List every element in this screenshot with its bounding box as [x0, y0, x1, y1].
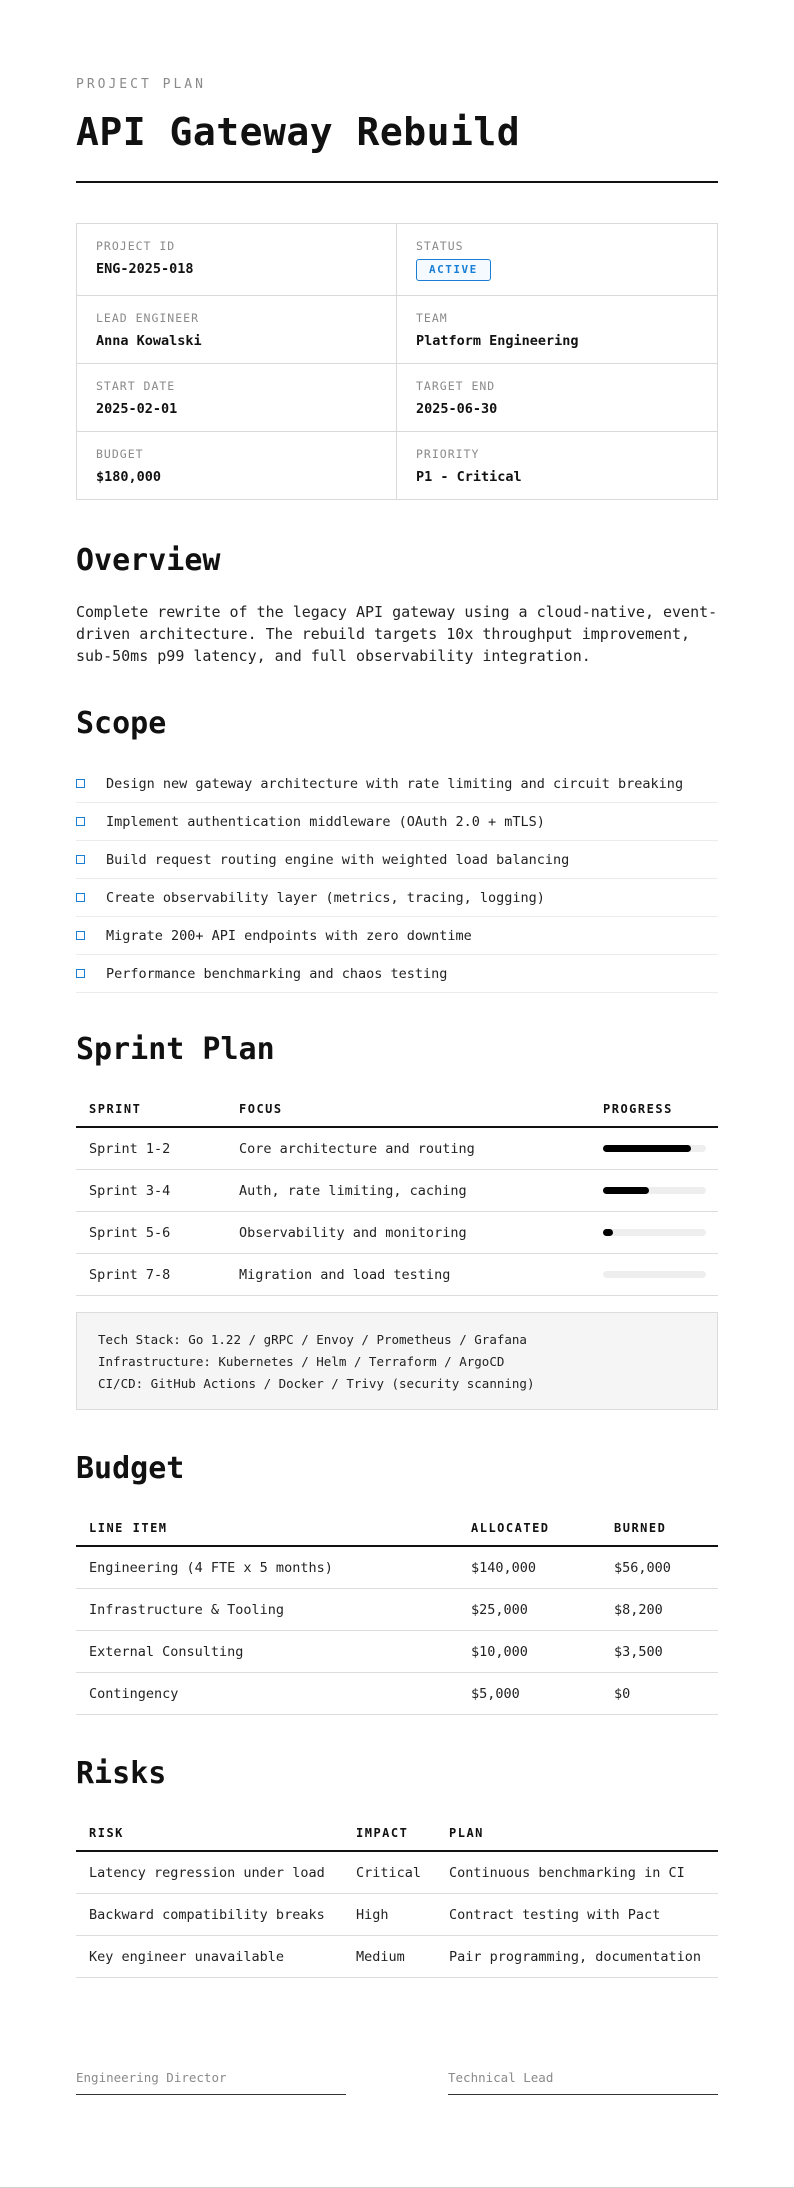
info-priority: [397, 432, 717, 499]
section-heading-risks: Risks: [76, 1756, 167, 1791]
sprint-table: [76, 1091, 718, 1296]
scope-item-text: Migrate 200+ API endpoints with zero downtime: [106, 927, 472, 944]
table-row: [76, 1936, 718, 1978]
column-header: SPRINT: [76, 1091, 226, 1127]
line-item-cell: Infrastructure & Tooling: [76, 1589, 458, 1631]
table-header-row: [76, 1510, 718, 1546]
info-team: [397, 296, 717, 364]
column-header: PLAN: [436, 1815, 718, 1851]
burned-cell: $56,000: [601, 1546, 718, 1589]
progress-bar: [603, 1187, 706, 1194]
section-heading-budget: Budget: [76, 1451, 185, 1486]
status-badge: ACTIVE: [416, 259, 491, 281]
table-row: [76, 1631, 718, 1673]
focus-cell: Auth, rate limiting, caching: [226, 1170, 590, 1212]
focus-cell: Core architecture and routing: [226, 1127, 590, 1170]
project-info-grid: [76, 223, 718, 500]
tech-stack-box: [76, 1312, 718, 1410]
page-title: API Gateway Rebuild: [76, 110, 521, 154]
plan-cell: Continuous benchmarking in CI: [436, 1851, 718, 1894]
info-value: $180,000: [96, 469, 162, 485]
info-label: TEAM: [416, 311, 448, 325]
info-value: ENG-2025-018: [96, 261, 194, 277]
doc-eyebrow: PROJECT PLAN: [76, 77, 206, 92]
list-item: [76, 765, 718, 803]
info-label: LEAD ENGINEER: [96, 311, 200, 325]
progress-bar: [603, 1145, 706, 1152]
column-header: PROGRESS: [590, 1091, 718, 1127]
info-project-id: [77, 224, 397, 296]
progress-fill: [603, 1229, 613, 1236]
progress-cell: [590, 1212, 718, 1254]
budget-table: [76, 1510, 718, 1715]
column-header: FOCUS: [226, 1091, 590, 1127]
list-item: [76, 879, 718, 917]
checkbox-icon: [76, 931, 85, 940]
info-value: 2025-06-30: [416, 401, 498, 417]
scope-item-text: Performance benchmarking and chaos testing: [106, 965, 448, 982]
info-label: PROJECT ID: [96, 239, 176, 253]
table-row: [76, 1589, 718, 1631]
focus-cell: Observability and monitoring: [226, 1212, 590, 1254]
table-row: [76, 1894, 718, 1936]
risks-table: [76, 1815, 718, 1978]
scope-item-text: Build request routing engine with weighted load balancing: [106, 851, 570, 868]
info-value: Anna Kowalski: [96, 333, 202, 349]
signature-line-engineering-director: Engineering Director: [76, 2070, 346, 2095]
checkbox-icon: [76, 893, 85, 902]
impact-cell: Critical: [343, 1851, 436, 1894]
info-budget: [77, 432, 397, 499]
table-row: [76, 1546, 718, 1589]
risk-cell: Latency regression under load: [76, 1851, 343, 1894]
table-row: [76, 1851, 718, 1894]
table-row: [76, 1673, 718, 1715]
focus-cell: Migration and load testing: [226, 1254, 590, 1296]
burned-cell: $0: [601, 1673, 718, 1715]
progress-bar: [603, 1271, 706, 1278]
progress-cell: [590, 1254, 718, 1296]
risk-cell: Backward compatibility breaks: [76, 1894, 343, 1936]
info-lead: [77, 296, 397, 364]
sprint-cell: Sprint 7-8: [76, 1254, 226, 1296]
progress-cell: [590, 1127, 718, 1170]
overview-paragraph: Complete rewrite of the legacy API gateway using a cloud-native, event-driven architecture. The rebuild targets 10x throughput improvement, sub-50ms p99 latency, and full observability integration.: [76, 603, 718, 665]
line-item-cell: External Consulting: [76, 1631, 458, 1673]
table-row: [76, 1127, 718, 1170]
column-header: BURNED: [601, 1510, 718, 1546]
impact-cell: Medium: [343, 1936, 436, 1978]
info-value: P1 - Critical: [416, 469, 522, 485]
signature-block: [76, 2070, 718, 2095]
checkbox-icon: [76, 855, 85, 864]
column-header: IMPACT: [343, 1815, 436, 1851]
info-label: PRIORITY: [416, 447, 480, 461]
info-label: TARGET END: [416, 379, 496, 393]
column-header: LINE ITEM: [76, 1510, 458, 1546]
scope-list: [76, 765, 718, 993]
table-row: [76, 1254, 718, 1296]
list-item: [76, 917, 718, 955]
column-header: ALLOCATED: [458, 1510, 601, 1546]
checkbox-icon: [76, 817, 85, 826]
info-label: STATUS: [416, 239, 464, 253]
column-header: RISK: [76, 1815, 343, 1851]
ci-cd-line: CI/CD: GitHub Actions / Docker / Trivy (security scanning): [98, 1376, 535, 1391]
info-start-date: [77, 364, 397, 432]
title-divider: [76, 181, 718, 183]
allocated-cell: $10,000: [458, 1631, 601, 1673]
section-heading-scope: Scope: [76, 706, 167, 741]
sprint-cell: Sprint 5-6: [76, 1212, 226, 1254]
section-heading-overview: Overview: [76, 543, 221, 578]
progress-fill: [603, 1187, 649, 1194]
progress-bar: [603, 1229, 706, 1236]
impact-cell: High: [343, 1894, 436, 1936]
info-status: [397, 224, 717, 296]
info-target-end: [397, 364, 717, 432]
allocated-cell: $140,000: [458, 1546, 601, 1589]
scope-item-text: Design new gateway architecture with rate limiting and circuit breaking: [106, 775, 684, 792]
list-item: [76, 841, 718, 879]
checkbox-icon: [76, 969, 85, 978]
line-item-cell: Engineering (4 FTE x 5 months): [76, 1546, 458, 1589]
info-value: Platform Engineering: [416, 333, 579, 349]
sprint-cell: Sprint 1-2: [76, 1127, 226, 1170]
scope-item-text: Create observability layer (metrics, tracing, logging): [106, 889, 545, 906]
allocated-cell: $5,000: [458, 1673, 601, 1715]
progress-cell: [590, 1170, 718, 1212]
checkbox-icon: [76, 779, 85, 788]
list-item: [76, 955, 718, 993]
line-item-cell: Contingency: [76, 1673, 458, 1715]
progress-fill: [603, 1145, 691, 1152]
table-header-row: [76, 1091, 718, 1127]
sprint-cell: Sprint 3-4: [76, 1170, 226, 1212]
table-header-row: [76, 1815, 718, 1851]
burned-cell: $8,200: [601, 1589, 718, 1631]
section-heading-sprint-plan: Sprint Plan: [76, 1032, 275, 1067]
burned-cell: $3,500: [601, 1631, 718, 1673]
scope-item-text: Implement authentication middleware (OAuth 2.0 + mTLS): [106, 813, 545, 830]
infrastructure-line: Infrastructure: Kubernetes / Helm / Terraform / ArgoCD: [98, 1354, 505, 1369]
signature-line-technical-lead: Technical Lead: [448, 2070, 718, 2095]
info-label: BUDGET: [96, 447, 144, 461]
allocated-cell: $25,000: [458, 1589, 601, 1631]
info-value: 2025-02-01: [96, 401, 178, 417]
table-row: [76, 1170, 718, 1212]
plan-cell: Pair programming, documentation: [436, 1936, 718, 1978]
info-label: START DATE: [96, 379, 176, 393]
list-item: [76, 803, 718, 841]
table-row: [76, 1212, 718, 1254]
tech-stack-line: Tech Stack: Go 1.22 / gRPC / Envoy / Prometheus / Grafana: [98, 1332, 527, 1347]
risk-cell: Key engineer unavailable: [76, 1936, 343, 1978]
plan-cell: Contract testing with Pact: [436, 1894, 718, 1936]
